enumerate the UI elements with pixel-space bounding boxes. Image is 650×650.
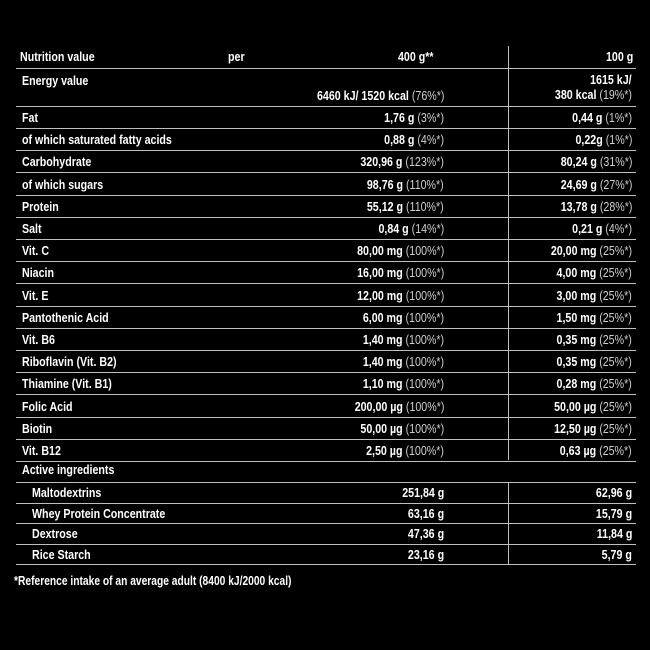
table-row [16,218,636,240]
energy-value-400g: 6460 kJ/ 1520 kcal (76%*) [316,88,444,103]
value-100g: 4,00 mg (25%*) [556,265,632,281]
value-400g: 0,84 g (14%*) [378,221,444,236]
active-ingredients-divider [16,482,636,483]
value-400g: 0,88 g (4%*) [384,132,444,148]
active-ingredients-header [16,458,636,483]
header-per: per [228,49,245,64]
value-400g: 50,00 µg (100%*) [360,420,444,436]
table-row [16,240,636,262]
value-400g: 2,50 µg (100%*) [366,443,444,458]
value-100g: 20,00 mg (25%*) [550,243,632,259]
energy-kcal-100g: 380 kcal (19%*) [554,87,632,102]
ingredient-100g: 11,84 g [596,526,632,541]
ingredient-100g: 5,79 g [601,546,632,562]
nutrient-name: Thiamine (Vit. B1) [22,376,112,392]
value-400g: 1,76 g (3%*) [384,110,444,125]
value-100g: 0,44 g (1%*) [572,110,632,125]
value-100g: 80,24 g (31%*) [560,154,632,170]
nutrient-name: Protein [22,198,59,214]
value-100g: 24,69 g (27%*) [560,176,632,192]
ingredient-name: Rice Starch [32,546,91,562]
value-400g: 55,12 g (110%*) [367,198,444,214]
value-100g: 0,22g (1%*) [575,132,632,148]
nutrient-name: Salt [22,221,42,236]
header-col-400g: 400 g** [398,49,434,64]
value-400g: 98,76 g (110%*) [367,176,444,192]
table-row [16,107,636,129]
value-100g: 13,78 g (28%*) [560,198,632,214]
ingredient-name: Whey Protein Concentrate [32,505,166,521]
table-row [16,329,636,351]
table-row [16,483,636,504]
nutrient-name: Vit. B12 [22,443,61,458]
nutrient-name: Vit. E [22,287,49,303]
header-col-100g: 100 g [606,49,634,64]
table-row [16,504,636,525]
header-title: Nutrition value [20,49,95,64]
nutrient-name: Riboflavin (Vit. B2) [22,354,117,370]
footnote: *Reference intake of an average adult (8400 kJ/2000 kcal) [14,574,292,588]
table-header [16,46,636,69]
value-400g: 1,10 mg (100%*) [362,376,444,392]
table-row [16,373,636,395]
value-100g: 0,63 µg (25%*) [560,443,632,458]
value-100g: 0,21 g (4%*) [572,221,632,236]
nutrient-name: Pantothenic Acid [22,309,109,325]
ingredient-100g: 62,96 g [595,485,632,500]
table-row [16,307,636,329]
nutrient-name: Vit. B6 [22,332,55,347]
table-row [16,396,636,418]
nutrient-name: of which sugars [22,176,104,192]
ingredient-400g: 63,16 g [407,505,444,521]
ingredient-100g: 15,79 g [595,505,632,521]
table-row [16,262,636,284]
value-400g: 12,00 mg (100%*) [356,287,444,303]
nutrient-name: Vit. C [22,243,50,259]
energy-kj-100g: 1615 kJ/ [590,72,632,87]
value-400g: 80,00 mg (100%*) [356,243,444,259]
value-400g: 16,00 mg (100%*) [356,265,444,281]
nutrient-name: Niacin [22,265,54,281]
table-row [16,151,636,173]
nutrient-name: Folic Acid [22,398,73,414]
table-row [16,196,636,218]
ingredient-name: Dextrose [32,526,78,541]
table-row [16,524,636,545]
table-row [16,174,636,196]
nutrient-name: Carbohydrate [22,154,92,170]
value-400g: 200,00 µg (100%*) [354,398,444,414]
table-row [16,285,636,307]
nutrient-name: Biotin [22,420,53,436]
ingredient-400g: 47,36 g [407,526,444,541]
ingredient-400g: 23,16 g [407,546,444,562]
value-400g: 1,40 mg (100%*) [362,354,444,370]
energy-row [16,70,636,107]
value-400g: 6,00 mg (100%*) [362,309,444,325]
table-row [16,545,636,566]
table-row [16,351,636,373]
table-row [16,129,636,151]
value-100g: 50,00 µg (25%*) [554,398,632,414]
nutrient-name: Fat [22,110,38,125]
value-100g: 3,00 mg (25%*) [556,287,632,303]
value-100g: 0,28 mg (25%*) [556,376,632,392]
value-100g: 0,35 mg (25%*) [556,332,632,347]
value-400g: 320,96 g (123%*) [360,154,444,170]
active-ingredients-title: Active ingredients [22,462,115,477]
ingredient-400g: 251,84 g [401,485,444,500]
value-100g: 1,50 mg (25%*) [556,309,632,325]
ingredient-name: Maltodextrins [32,485,102,500]
table-row [16,418,636,440]
energy-name: Energy value [22,73,89,88]
nutrient-name: of which saturated fatty acids [22,132,172,148]
value-100g: 12,50 µg (25%*) [554,420,632,436]
value-100g: 0,35 mg (25%*) [556,354,632,370]
value-400g: 1,40 mg (100%*) [362,332,444,347]
